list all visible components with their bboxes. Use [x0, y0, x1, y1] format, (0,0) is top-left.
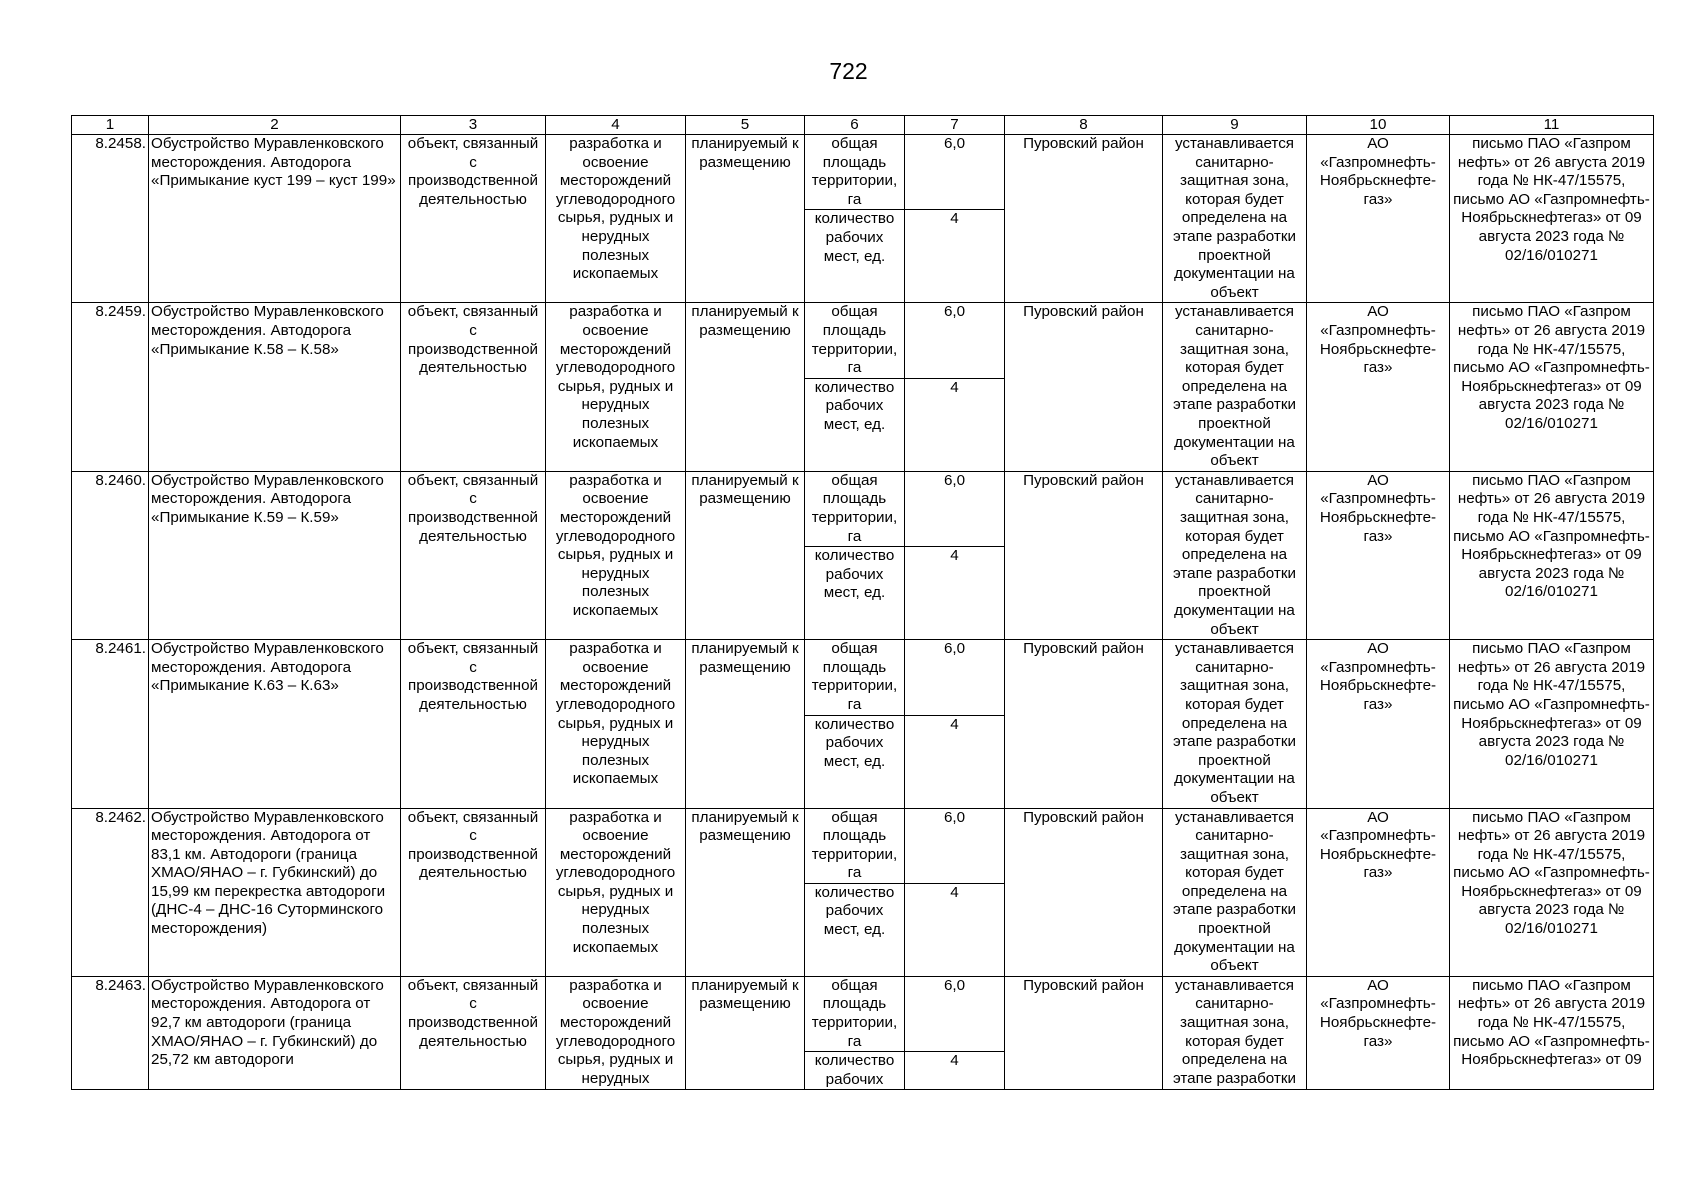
parameter-jobs-label: количество рабочих мест, ед. — [805, 883, 905, 976]
zone-info: устанавливается санитарно-защитная зона, которая будет определена на этапе разработки проектной документации на объект — [1163, 640, 1307, 808]
register-table — [71, 115, 1654, 1090]
record-number: 8.2461. — [72, 640, 149, 808]
basis-document: письмо ПАО «Газпром нефть» от 26 августа 2019 года № НК-47/15575, письмо АО «Газпромнефть-Ноябрьскнефтегаз» от 09 августа 2023 года № 02/16/010271 — [1450, 471, 1654, 639]
object-name: Обустройство Муравленковского месторождения. Автодорога от 83,1 км. Автодороги (граница ХМАО/ЯНАО – г. Губкинский) до 15,99 км перекрестка автодороги (ДНС-4 – ДНС-16 Суторминского месторождения) — [149, 808, 401, 976]
record-number: 8.2459. — [72, 303, 149, 471]
parameter-area-value: 6,0 — [905, 640, 1005, 715]
column-number: 3 — [401, 116, 546, 135]
basis-document: письмо ПАО «Газпром нефть» от 26 августа 2019 года № НК-47/15575, письмо АО «Газпромнефть-Ноябрьскнефтегаз» от 09 августа 2023 года № 02/16/010271 — [1450, 135, 1654, 303]
parameter-area-value: 6,0 — [905, 303, 1005, 378]
parameter-jobs-label: количество рабочих мест, ед. — [805, 378, 905, 471]
object-status: планируемый к размещению — [686, 303, 805, 471]
object-purpose: разработка и освоение месторождений углеводородного сырья, рудных и нерудных полезных ископаемых — [546, 135, 686, 303]
column-number: 2 — [149, 116, 401, 135]
table-row — [72, 135, 1654, 210]
object-owner: АО «Газпромнефть-Ноябрьскнефте-газ» — [1307, 808, 1450, 976]
object-purpose: разработка и освоение месторождений углеводородного сырья, рудных и нерудных полезных ископаемых — [546, 471, 686, 639]
object-name: Обустройство Муравленковского месторождения. Автодорога «Примыкание К.63 – К.63» — [149, 640, 401, 808]
column-number: 6 — [805, 116, 905, 135]
column-number: 4 — [546, 116, 686, 135]
page-number: 722 — [829, 58, 868, 84]
object-type: объект, связанный с производственной деятельностью — [401, 976, 546, 1090]
object-name: Обустройство Муравленковского месторождения. Автодорога «Примыкание К.58 – К.58» — [149, 303, 401, 471]
object-owner: АО «Газпромнефть-Ноябрьскнефте-газ» — [1307, 303, 1450, 471]
object-type: объект, связанный с производственной деятельностью — [401, 640, 546, 808]
parameter-area-value: 6,0 — [905, 976, 1005, 1051]
object-purpose: разработка и освоение месторождений углеводородного сырья, рудных и нерудных — [546, 976, 686, 1090]
column-number: 8 — [1005, 116, 1163, 135]
object-name: Обустройство Муравленковского месторождения. Автодорога «Примыкание К.59 – К.59» — [149, 471, 401, 639]
parameter-jobs-value: 4 — [905, 210, 1005, 303]
object-location: Пуровский район — [1005, 303, 1163, 471]
record-number: 8.2458. — [72, 135, 149, 303]
parameter-area-label: общая площадь территории, га — [805, 640, 905, 715]
column-number: 1 — [72, 116, 149, 135]
object-location: Пуровский район — [1005, 135, 1163, 303]
parameter-area-value: 6,0 — [905, 808, 1005, 883]
column-number: 7 — [905, 116, 1005, 135]
record-number: 8.2460. — [72, 471, 149, 639]
object-status: планируемый к размещению — [686, 808, 805, 976]
parameter-jobs-label: количество рабочих мест, ед. — [805, 210, 905, 303]
record-number: 8.2462. — [72, 808, 149, 976]
object-owner: АО «Газпромнефть-Ноябрьскнефте-газ» — [1307, 640, 1450, 808]
table-row — [72, 303, 1654, 378]
zone-info: устанавливается санитарно-защитная зона, которая будет определена на этапе разработки проектной документации на объект — [1163, 135, 1307, 303]
object-type: объект, связанный с производственной деятельностью — [401, 303, 546, 471]
object-purpose: разработка и освоение месторождений углеводородного сырья, рудных и нерудных полезных ископаемых — [546, 808, 686, 976]
basis-document: письмо ПАО «Газпром нефть» от 26 августа 2019 года № НК-47/15575, письмо АО «Газпромнефть-Ноябрьскнефтегаз» от 09 августа 2023 года № 02/16/010271 — [1450, 640, 1654, 808]
table-row — [72, 471, 1654, 546]
column-number: 9 — [1163, 116, 1307, 135]
table-row — [72, 976, 1654, 1051]
basis-document: письмо ПАО «Газпром нефть» от 26 августа 2019 года № НК-47/15575, письмо АО «Газпромнефть-Ноябрьскнефтегаз» от 09 августа 2023 года № 02/16/010271 — [1450, 808, 1654, 976]
basis-document: письмо ПАО «Газпром нефть» от 26 августа 2019 года № НК-47/15575, письмо АО «Газпромнефть-Ноябрьскнефтегаз» от 09 августа 2023 года № 02/16/010271 — [1450, 303, 1654, 471]
parameter-area-label: общая площадь территории, га — [805, 303, 905, 378]
object-name: Обустройство Муравленковского месторождения. Автодорога «Примыкание куст 199 – куст 199» — [149, 135, 401, 303]
parameter-jobs-value: 4 — [905, 547, 1005, 640]
object-owner: АО «Газпромнефть-Ноябрьскнефте-газ» — [1307, 976, 1450, 1090]
parameter-area-label: общая площадь территории, га — [805, 135, 905, 210]
parameter-jobs-value: 4 — [905, 1052, 1005, 1090]
parameter-jobs-label: количество рабочих — [805, 1052, 905, 1090]
zone-info: устанавливается санитарно-защитная зона, которая будет определена на этапе разработки проектной документации на объект — [1163, 808, 1307, 976]
column-number: 11 — [1450, 116, 1654, 135]
object-location: Пуровский район — [1005, 471, 1163, 639]
object-location: Пуровский район — [1005, 976, 1163, 1090]
parameter-jobs-label: количество рабочих мест, ед. — [805, 547, 905, 640]
object-status: планируемый к размещению — [686, 640, 805, 808]
parameter-jobs-value: 4 — [905, 715, 1005, 808]
object-name: Обустройство Муравленковского месторождения. Автодорога от 92,7 км автодороги (граница ХМАО/ЯНАО – г. Губкинский) до 25,72 км автодороги — [149, 976, 401, 1090]
object-owner: АО «Газпромнефть-Ноябрьскнефте-газ» — [1307, 135, 1450, 303]
column-number: 5 — [686, 116, 805, 135]
object-purpose: разработка и освоение месторождений углеводородного сырья, рудных и нерудных полезных ископаемых — [546, 303, 686, 471]
parameter-area-value: 6,0 — [905, 471, 1005, 546]
zone-info: устанавливается санитарно-защитная зона, которая будет определена на этапе разработки — [1163, 976, 1307, 1090]
parameter-area-value: 6,0 — [905, 135, 1005, 210]
parameter-area-label: общая площадь территории, га — [805, 808, 905, 883]
table-row — [72, 808, 1654, 883]
parameter-jobs-value: 4 — [905, 883, 1005, 976]
object-type: объект, связанный с производственной деятельностью — [401, 471, 546, 639]
object-status: планируемый к размещению — [686, 471, 805, 639]
object-owner: АО «Газпромнефть-Ноябрьскнефте-газ» — [1307, 471, 1450, 639]
table-row — [72, 640, 1654, 715]
column-number-row — [72, 116, 1654, 135]
record-number: 8.2463. — [72, 976, 149, 1090]
parameter-area-label: общая площадь территории, га — [805, 471, 905, 546]
zone-info: устанавливается санитарно-защитная зона, которая будет определена на этапе разработки проектной документации на объект — [1163, 471, 1307, 639]
object-status: планируемый к размещению — [686, 135, 805, 303]
object-purpose: разработка и освоение месторождений углеводородного сырья, рудных и нерудных полезных ископаемых — [546, 640, 686, 808]
zone-info: устанавливается санитарно-защитная зона, которая будет определена на этапе разработки проектной документации на объект — [1163, 303, 1307, 471]
column-number: 10 — [1307, 116, 1450, 135]
parameter-jobs-label: количество рабочих мест, ед. — [805, 715, 905, 808]
parameter-jobs-value: 4 — [905, 378, 1005, 471]
object-status: планируемый к размещению — [686, 976, 805, 1090]
object-type: объект, связанный с производственной деятельностью — [401, 808, 546, 976]
object-location: Пуровский район — [1005, 808, 1163, 976]
parameter-area-label: общая площадь территории, га — [805, 976, 905, 1051]
object-location: Пуровский район — [1005, 640, 1163, 808]
object-type: объект, связанный с производственной деятельностью — [401, 135, 546, 303]
basis-document: письмо ПАО «Газпром нефть» от 26 августа 2019 года № НК-47/15575, письмо АО «Газпромнефть-Ноябрьскнефтегаз» от 09 — [1450, 976, 1654, 1090]
